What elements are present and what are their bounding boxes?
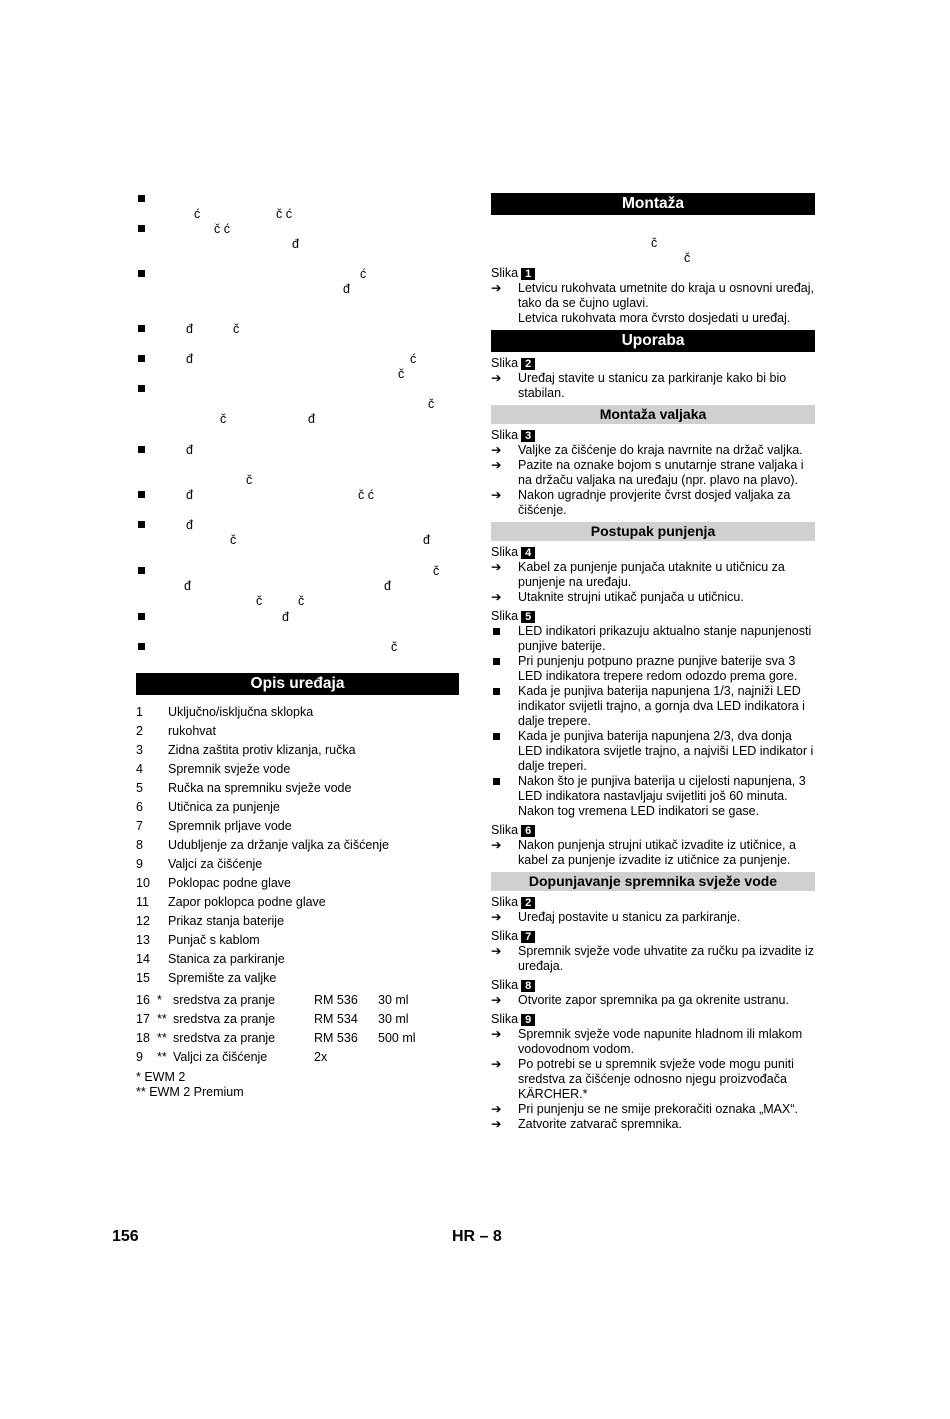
device-part-item bbox=[136, 722, 466, 741]
safety-bullet-item bbox=[136, 488, 459, 518]
figure-number-badge: 2 bbox=[521, 897, 535, 909]
safety-bullet-item bbox=[136, 443, 459, 488]
figure-number-badge: 8 bbox=[521, 980, 535, 992]
led-info-bullet bbox=[491, 624, 815, 654]
square-bullet-icon bbox=[138, 270, 145, 277]
bullet-glyph-fragment: đ bbox=[186, 443, 193, 457]
accessory-name: Valjci za čišćenje bbox=[173, 1050, 268, 1064]
accessory-n: 9 bbox=[136, 1050, 143, 1064]
montaza-glyph-fragment: č bbox=[651, 236, 658, 250]
accessory-code: RM 536 bbox=[314, 1031, 358, 1045]
bullet-glyph-fragment: č bbox=[298, 594, 305, 608]
accessory-mark: ** bbox=[157, 1050, 167, 1064]
step-text: Kabel za punjenje punjača utaknite u utičnicu za punjenje na uređaju. bbox=[518, 560, 785, 589]
bullet-glyph-fragment: đ bbox=[282, 610, 289, 624]
bullet-glyph-fragment: đ bbox=[292, 237, 299, 251]
instruction-step bbox=[491, 838, 815, 868]
device-part-number: 7 bbox=[136, 819, 143, 833]
device-part-label: rukohvat bbox=[168, 724, 216, 738]
arrow-right-icon: ➔ bbox=[491, 910, 502, 924]
figure-reference bbox=[491, 545, 815, 560]
figure-label: Slika bbox=[491, 428, 519, 442]
safety-bullet-item bbox=[136, 192, 459, 222]
device-part-label: Stanica za parkiranje bbox=[168, 952, 285, 966]
arrow-right-icon: ➔ bbox=[491, 458, 502, 472]
figure-label: Slika bbox=[491, 609, 519, 623]
page-code: HR – 8 bbox=[452, 1228, 502, 1245]
figure-reference bbox=[491, 823, 815, 838]
subsection-title: Dopunjavanje spremnika svježe vode bbox=[491, 872, 815, 891]
instruction-step bbox=[491, 1102, 815, 1117]
square-bullet-icon bbox=[138, 567, 145, 574]
subsection-title: Postupak punjenja bbox=[491, 522, 815, 541]
arrow-right-icon: ➔ bbox=[491, 838, 502, 852]
device-part-label: Spremište za valjke bbox=[168, 971, 277, 985]
bullet-glyph-fragment: đ bbox=[423, 533, 430, 547]
figure-reference bbox=[491, 356, 815, 371]
figure-label: Slika bbox=[491, 978, 519, 992]
instruction-step bbox=[491, 993, 815, 1008]
instruction-step bbox=[491, 1057, 815, 1102]
device-part-number: 5 bbox=[136, 781, 143, 795]
device-part-label: Prikaz stanja baterije bbox=[168, 914, 285, 928]
accessory-code: 2x bbox=[314, 1050, 328, 1064]
bullet-glyph-fragment: đ bbox=[186, 322, 193, 336]
figure-label: Slika bbox=[491, 823, 519, 837]
accessory-qty: 30 ml bbox=[378, 993, 409, 1007]
step-text: Utaknite strujni utikač punjača u utičnicu. bbox=[518, 590, 744, 604]
montaza-glyph-fragment: č bbox=[684, 251, 691, 265]
arrow-right-icon: ➔ bbox=[491, 1027, 502, 1041]
device-part-item bbox=[136, 817, 466, 836]
square-bullet-icon bbox=[138, 521, 145, 528]
figure-reference bbox=[491, 1012, 815, 1027]
bullet-glyph-fragment: ć bbox=[360, 267, 367, 281]
device-part-number: 2 bbox=[136, 724, 143, 738]
led-info-bullet bbox=[491, 774, 815, 819]
device-part-number: 14 bbox=[136, 952, 150, 966]
device-part-number: 15 bbox=[136, 971, 150, 985]
safety-bullet-item bbox=[136, 222, 459, 252]
bullet-glyph-fragment: đ bbox=[343, 282, 350, 296]
figure-reference bbox=[491, 895, 815, 910]
figure-number-badge: 6 bbox=[521, 825, 535, 837]
safety-bullet-item bbox=[136, 267, 459, 312]
device-part-label: Poklopac podne glave bbox=[168, 876, 292, 890]
step-text: Nakon punjenja strujni utikač izvadite iz utičnice, a kabel za punjenje izvadite iz utičnice za punjenje. bbox=[518, 838, 796, 867]
accessory-row bbox=[136, 1048, 466, 1067]
device-part-item bbox=[136, 855, 466, 874]
accessory-name: sredstva za pranje bbox=[173, 993, 276, 1007]
accessory-mark: * bbox=[157, 993, 162, 1007]
square-bullet-icon bbox=[138, 225, 145, 232]
figure-number-badge: 7 bbox=[521, 931, 535, 943]
device-part-number: 1 bbox=[136, 705, 143, 719]
bullet-glyph-fragment: ć bbox=[194, 207, 201, 221]
bullet-glyph-fragment: đ bbox=[184, 579, 191, 593]
device-part-item bbox=[136, 931, 466, 950]
led-info-bullet bbox=[491, 654, 815, 684]
step-text: Pri punjenju se ne smije prekoračiti oznaka „MAX“. bbox=[518, 1102, 798, 1116]
device-part-number: 11 bbox=[136, 895, 149, 909]
bullet-glyph-fragment: č bbox=[433, 564, 440, 578]
device-part-label: Zapor poklopca podne glave bbox=[168, 895, 326, 909]
accessory-name: sredstva za pranje bbox=[173, 1012, 276, 1026]
led-info-bullet bbox=[491, 729, 815, 774]
step-text: Otvorite zapor spremnika pa ga okrenite ustranu. bbox=[518, 993, 789, 1007]
device-part-label: Punjač s kablom bbox=[168, 933, 260, 947]
device-part-label: Zidna zaštita protiv klizanja, ručka bbox=[168, 743, 356, 757]
arrow-right-icon: ➔ bbox=[491, 560, 502, 574]
bullet-glyph-fragment: đ bbox=[186, 518, 193, 532]
device-part-label: Uključno/isključna sklopka bbox=[168, 705, 314, 719]
bullet-glyph-fragment: đ bbox=[186, 488, 193, 502]
device-part-label: Utičnica za punjenje bbox=[168, 800, 280, 814]
figure-reference bbox=[491, 609, 815, 624]
figure-reference bbox=[491, 929, 815, 944]
arrow-right-icon: ➔ bbox=[491, 281, 502, 295]
device-part-item bbox=[136, 836, 466, 855]
device-part-number: 13 bbox=[136, 933, 150, 947]
page-number: 156 bbox=[112, 1228, 139, 1245]
step-text: Nakon ugradnje provjerite čvrst dosjed valjaka za čišćenje. bbox=[518, 488, 791, 517]
accessory-name: sredstva za pranje bbox=[173, 1031, 276, 1045]
bullet-glyph-fragment: č ć bbox=[358, 488, 374, 502]
footnote-ewm2-premium: ** EWM 2 Premium bbox=[136, 1085, 244, 1099]
step-text: Spremnik svježe vode napunite hladnom ili mlakom vodovodnom vodom. bbox=[518, 1027, 803, 1056]
instruction-step bbox=[491, 1117, 815, 1132]
bullet-glyph-fragment: č bbox=[428, 397, 435, 411]
device-part-label: Udubljenje za držanje valjka za čišćenje bbox=[168, 838, 389, 852]
arrow-right-icon: ➔ bbox=[491, 1057, 502, 1071]
figure-reference bbox=[491, 428, 815, 443]
bullet-glyph-fragment: đ bbox=[308, 412, 315, 426]
accessory-code: RM 536 bbox=[314, 993, 358, 1007]
arrow-right-icon: ➔ bbox=[491, 993, 502, 1007]
bullet-glyph-fragment: č bbox=[256, 594, 263, 608]
bullet-glyph-fragment: č bbox=[246, 473, 253, 487]
arrow-right-icon: ➔ bbox=[491, 1102, 502, 1116]
device-part-item bbox=[136, 741, 466, 760]
device-part-item bbox=[136, 893, 466, 912]
safety-bullet-item bbox=[136, 610, 459, 640]
device-part-item bbox=[136, 760, 466, 779]
device-part-item bbox=[136, 950, 466, 969]
step-text: Po potrebi se u spremnik svježe vode mogu puniti sredstva za čišćenje odnosno njegu proizvođača KÄRCHER.* bbox=[518, 1057, 794, 1101]
figure-number-badge: 1 bbox=[521, 268, 535, 280]
accessories-list bbox=[136, 991, 466, 1067]
instruction-step bbox=[491, 944, 815, 974]
device-part-number: 10 bbox=[136, 876, 150, 890]
led-info-bullet bbox=[491, 684, 815, 729]
figure-number-badge: 5 bbox=[521, 611, 535, 623]
step-text: Pazite na oznake bojom s unutarnje strane valjaka i na držaču valjaka na uređaju (npr. plavo na plavo). bbox=[518, 458, 804, 487]
device-part-number: 9 bbox=[136, 857, 143, 871]
step-text: Kada je punjiva baterija napunjena 2/3, dva donja LED indikatora svijetle trajno, a najviši LED indikator i dalje treperi. bbox=[518, 729, 814, 773]
bullet-glyph-fragment: đ bbox=[186, 352, 193, 366]
instruction-step bbox=[491, 910, 815, 925]
figure-number-badge: 4 bbox=[521, 547, 535, 559]
instruction-step bbox=[491, 1027, 815, 1057]
device-part-number: 3 bbox=[136, 743, 143, 757]
section-title-uporaba: Uporaba bbox=[491, 330, 815, 352]
arrow-right-icon: ➔ bbox=[491, 1117, 502, 1131]
device-part-number: 12 bbox=[136, 914, 150, 928]
instruction-step bbox=[491, 590, 815, 605]
safety-bullet-item bbox=[136, 322, 459, 337]
step-text: Zatvorite zatvarač spremnika. bbox=[518, 1117, 682, 1131]
section-title-opis-uredaja: Opis uređaja bbox=[136, 673, 459, 695]
square-bullet-icon bbox=[138, 446, 145, 453]
figure-number-badge: 3 bbox=[521, 430, 535, 442]
section-title-montaza: Montaža bbox=[491, 193, 815, 215]
arrow-right-icon: ➔ bbox=[491, 488, 502, 502]
device-part-item bbox=[136, 703, 466, 722]
accessory-qty: 30 ml bbox=[378, 1012, 409, 1026]
device-part-item bbox=[136, 969, 466, 988]
figure-reference bbox=[491, 978, 815, 993]
step-text: Uređaj stavite u stanicu za parkiranje kako bi bio stabilan. bbox=[518, 371, 787, 400]
figure-label: Slika bbox=[491, 929, 519, 943]
step-text: Valjke za čišćenje do kraja navrnite na držač valjka. bbox=[518, 443, 803, 457]
figure-reference bbox=[491, 266, 815, 281]
square-bullet-icon bbox=[493, 778, 500, 785]
accessory-row bbox=[136, 991, 466, 1010]
square-bullet-icon bbox=[493, 658, 500, 665]
instruction-step bbox=[491, 281, 815, 311]
arrow-right-icon: ➔ bbox=[491, 944, 502, 958]
instruction-note: Letvica rukohvata mora čvrsto dosjedati u uređaj. bbox=[518, 311, 791, 325]
step-text: Spremnik svježe vode uhvatite za ručku pa izvadite iz uređaja. bbox=[518, 944, 814, 973]
step-text: Uređaj postavite u stanicu za parkiranje. bbox=[518, 910, 741, 924]
accessory-mark: ** bbox=[157, 1012, 167, 1026]
square-bullet-icon bbox=[138, 385, 145, 392]
device-part-number: 8 bbox=[136, 838, 143, 852]
bullet-glyph-fragment: č bbox=[220, 412, 227, 426]
step-text: Kada je punjiva baterija napunjena 1/3, najniži LED indikator svijetli trajno, a gornja dva LED indikatora i dalje trepere. bbox=[518, 684, 805, 728]
device-part-label: Spremnik svježe vode bbox=[168, 762, 291, 776]
accessory-n: 18 bbox=[136, 1031, 150, 1045]
square-bullet-icon bbox=[493, 733, 500, 740]
figure-label: Slika bbox=[491, 1012, 519, 1026]
arrow-right-icon: ➔ bbox=[491, 371, 502, 385]
device-part-label: Valjci za čišćenje bbox=[168, 857, 263, 871]
accessory-qty: 500 ml bbox=[378, 1031, 416, 1045]
safety-bullet-item bbox=[136, 518, 459, 563]
figure-label: Slika bbox=[491, 266, 519, 280]
instruction-step bbox=[491, 488, 815, 518]
square-bullet-icon bbox=[138, 613, 145, 620]
accessory-n: 17 bbox=[136, 1012, 150, 1026]
square-bullet-icon bbox=[138, 355, 145, 362]
right-column-content bbox=[491, 262, 815, 1132]
instruction-step bbox=[491, 443, 815, 458]
square-bullet-icon bbox=[138, 491, 145, 498]
accessory-mark: ** bbox=[157, 1031, 167, 1045]
instruction-step bbox=[491, 458, 815, 488]
square-bullet-icon bbox=[138, 643, 145, 650]
step-text: Nakon što je punjiva baterija u cijelosti napunjena, 3 LED indikatora nastavljaju svijetliti još 60 minuta. Nakon tog vremena LED indikatori se gase. bbox=[518, 774, 806, 818]
bullet-glyph-fragment: č ć bbox=[276, 207, 292, 221]
safety-bullet-item bbox=[136, 640, 459, 655]
instruction-step bbox=[491, 371, 815, 401]
bullet-glyph-fragment: ć bbox=[410, 352, 417, 366]
bullet-glyph-fragment: č bbox=[391, 640, 398, 654]
bullet-glyph-fragment: č ć bbox=[214, 222, 230, 236]
step-text: LED indikatori prikazuju aktualno stanje napunjenosti punjive baterije. bbox=[518, 624, 812, 653]
bullet-glyph-fragment: č bbox=[233, 322, 240, 336]
accessory-code: RM 534 bbox=[314, 1012, 358, 1026]
subsection-title: Montaža valjaka bbox=[491, 405, 815, 424]
figure-number-badge: 2 bbox=[521, 358, 535, 370]
step-text: Letvicu rukohvata umetnite do kraja u osnovni uređaj, tako da se čujno uglavi. bbox=[518, 281, 815, 310]
figure-number-badge: 9 bbox=[521, 1014, 535, 1026]
square-bullet-icon bbox=[493, 688, 500, 695]
instruction-step bbox=[491, 560, 815, 590]
square-bullet-icon bbox=[138, 325, 145, 332]
safety-bullet-item bbox=[136, 564, 459, 609]
arrow-right-icon: ➔ bbox=[491, 590, 502, 604]
safety-bullet-item bbox=[136, 352, 459, 382]
accessory-n: 16 bbox=[136, 993, 150, 1007]
device-part-item bbox=[136, 912, 466, 931]
accessory-row bbox=[136, 1010, 466, 1029]
footnote-ewm2: * EWM 2 bbox=[136, 1070, 186, 1084]
figure-label: Slika bbox=[491, 545, 519, 559]
square-bullet-icon bbox=[493, 628, 500, 635]
device-part-item bbox=[136, 779, 466, 798]
device-part-number: 6 bbox=[136, 800, 143, 814]
device-part-label: Spremnik prljave vode bbox=[168, 819, 292, 833]
device-part-label: Ručka na spremniku svježe vode bbox=[168, 781, 352, 795]
device-part-number: 4 bbox=[136, 762, 143, 776]
accessory-row bbox=[136, 1029, 466, 1048]
bullet-glyph-fragment: č bbox=[230, 533, 237, 547]
figure-label: Slika bbox=[491, 356, 519, 370]
device-parts-list bbox=[136, 703, 466, 988]
bullet-glyph-fragment: č bbox=[398, 367, 405, 381]
bullet-glyph-fragment: đ bbox=[384, 579, 391, 593]
square-bullet-icon bbox=[138, 195, 145, 202]
step-text: Pri punjenju potpuno prazne punjive baterije sva 3 LED indikatora trepere redom odozdo prema gore. bbox=[518, 654, 798, 683]
device-part-item bbox=[136, 798, 466, 817]
device-part-item bbox=[136, 874, 466, 893]
arrow-right-icon: ➔ bbox=[491, 443, 502, 457]
figure-label: Slika bbox=[491, 895, 519, 909]
safety-bullet-item bbox=[136, 382, 459, 427]
